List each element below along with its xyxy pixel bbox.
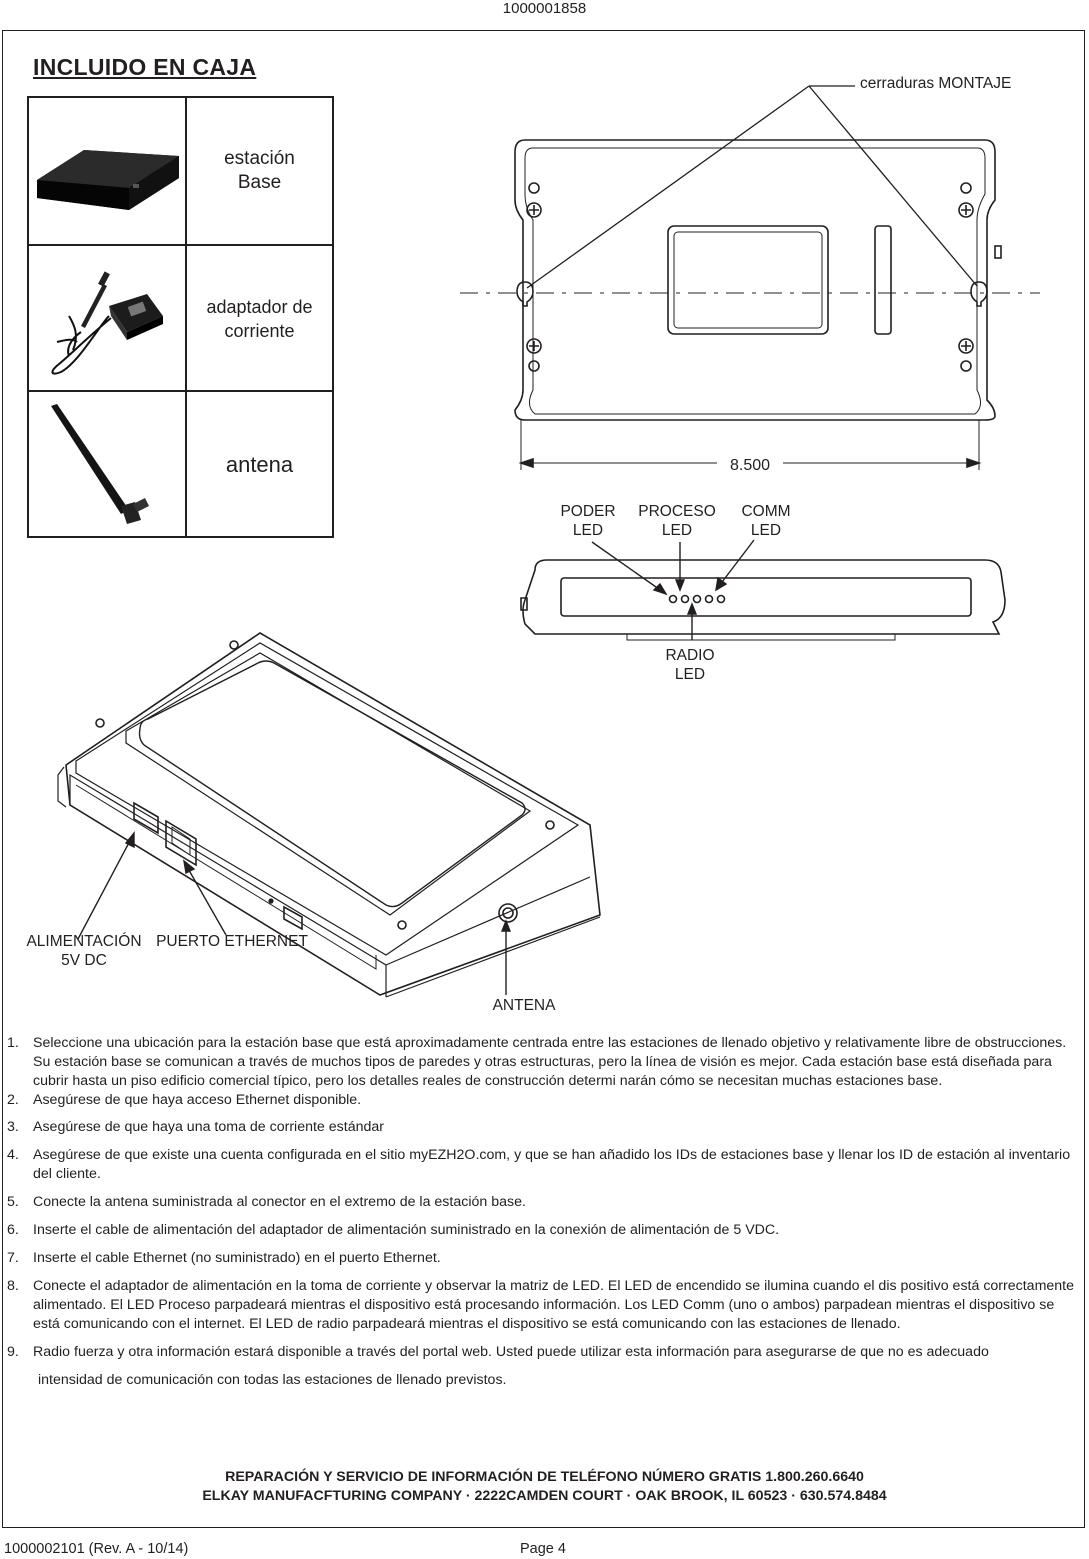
- step-number: 3.: [7, 1119, 19, 1135]
- footer-info: [0, 1468, 1089, 1506]
- comm-led-label: [728, 502, 804, 540]
- label-line: PODER: [560, 503, 616, 520]
- step-3: [7, 1118, 1077, 1137]
- item-row-base-station: [29, 98, 332, 244]
- process-led-label: [632, 502, 722, 540]
- label-line: LED: [750, 522, 782, 539]
- label-line: LED: [661, 522, 693, 539]
- top-view-diagram: [455, 60, 1045, 480]
- service-line: REPARACIÓN Y SERVICIO DE INFORMACIÓN DE TELÉFONO NÚMERO GRATIS 1.800.260.6640: [225, 1469, 864, 1485]
- label-line: 5V DC: [61, 952, 107, 969]
- step-text: Radio fuerza y otra información estará disponible a través del portal web. Usted puede utilizar esta información para asegurarse de que no es adecuado: [33, 1344, 989, 1360]
- label-line: Base: [237, 172, 282, 193]
- section-heading: INCLUIDO EN CAJA: [33, 54, 257, 80]
- step-1: [7, 1034, 1077, 1091]
- step-text: Inserte el cable de alimentación del adaptador de alimentación suministrado en la conexión de alimentación de 5 VDC.: [33, 1222, 780, 1238]
- label-line: COMM: [741, 503, 791, 520]
- step-7: [7, 1249, 1077, 1268]
- power-input-label: [20, 932, 148, 970]
- power-adapter-icon: [29, 246, 187, 392]
- ethernet-port-label: PUERTO ETHERNET: [156, 933, 308, 950]
- antenna-label: [187, 392, 332, 538]
- step-number: 7.: [7, 1250, 19, 1266]
- step-text: Conecte la antena suministrada al conector en el extremo de la estación base.: [33, 1194, 526, 1210]
- step-number: 2.: [7, 1092, 19, 1108]
- step-text: Conecte el adaptador de alimentación en la toma de corriente y observar la matriz de LED. El LED de encendido se ilumina cuando el dis positivo está correctamente alimentado. El LED Proceso parpadeará mientras el dispositivo está procesando información. Los LED Comm (uno o ambos) parpadean mientras el dispositivo se está comunicando con el internet. El LED de radio parpadeará mientras el dispositivo se está comunicando con las estaciones de llenado.: [33, 1278, 1074, 1332]
- base-station-label: [187, 98, 332, 244]
- label-line: PROCESO: [638, 503, 716, 520]
- led-callout-arrows: [580, 530, 780, 640]
- label-line: antena: [225, 452, 294, 477]
- item-row-antenna: [29, 390, 332, 538]
- step-number: 6.: [7, 1222, 19, 1238]
- step-text: Inserte el cable Ethernet (no suministrado) en el puerto Ethernet.: [33, 1250, 441, 1266]
- step-number: 5.: [7, 1194, 19, 1210]
- label-line: LED: [674, 666, 706, 683]
- step-number: 1.: [7, 1035, 19, 1051]
- step-6: [7, 1221, 1077, 1240]
- step-8: [7, 1277, 1077, 1334]
- label-line: LED: [572, 522, 604, 539]
- included-items-table: [27, 96, 334, 538]
- step-number: 8.: [7, 1278, 19, 1294]
- step-text: Asegúrese de que haya acceso Ethernet disponible.: [33, 1092, 362, 1108]
- radio-led-label: [650, 646, 730, 684]
- label-line: adaptador de: [206, 297, 313, 317]
- label-line: corriente: [224, 321, 295, 341]
- base-station-icon: [29, 98, 187, 244]
- power-adapter-label: [187, 246, 332, 392]
- step-number: 9.: [7, 1344, 19, 1360]
- label-line: ALIMENTACIÓN: [26, 933, 142, 950]
- document-number: 1000001858: [502, 0, 587, 17]
- document-revision: 1000002101 (Rev. A - 10/14): [4, 1541, 189, 1557]
- step-5: [7, 1193, 1077, 1212]
- dimension-label: 8.500: [729, 457, 771, 474]
- step-4: [7, 1146, 1077, 1184]
- step-text: Asegúrese de que haya una toma de corriente estándar: [33, 1119, 384, 1135]
- label-line: RADIO: [665, 647, 715, 664]
- step-2: [7, 1091, 1077, 1110]
- antenna-port-label: ANTENA: [492, 997, 556, 1014]
- step-number: 4.: [7, 1147, 19, 1163]
- step-text: Seleccione una ubicación para la estación base que está aproximadamente centrada entre las estaciones de llenado objetivo y relativamente libre de obstrucciones. Su estación base se comunican a través de muchos tipos de paredes y otras estructuras, pero la línea de visión es mejor. Cada estación base está diseñada para cubrir hasta un piso edificio comercial típico, pero los detalles reales de construcción determi narán cómo se necesitan muchas estaciones base.: [33, 1035, 1067, 1089]
- antenna-icon: [29, 392, 187, 538]
- page-number: Page 4: [520, 1541, 566, 1557]
- step-9-continuation: intensidad de comunicación con todas las estaciones de llenado previstos.: [38, 1372, 507, 1388]
- step-text: Asegúrese de que existe una cuenta configurada en el sitio myEZH2O.com, y que se han añadido los IDs de estaciones base y llenar los ID de estación al inventario del cliente.: [33, 1147, 1071, 1182]
- label-line: estación: [224, 148, 295, 169]
- instructions-list: [7, 1034, 1077, 1390]
- power-led-label: [548, 502, 628, 540]
- company-line: ELKAY MANUFACFTURING COMPANY · 2222CAMDEN COURT · OAK BROOK, IL 60523 · 630.574.8484: [202, 1488, 887, 1504]
- item-row-power-adapter: [29, 244, 332, 392]
- step-9: [7, 1343, 1077, 1362]
- mounting-locks-label: cerraduras MONTAJE: [860, 75, 1012, 92]
